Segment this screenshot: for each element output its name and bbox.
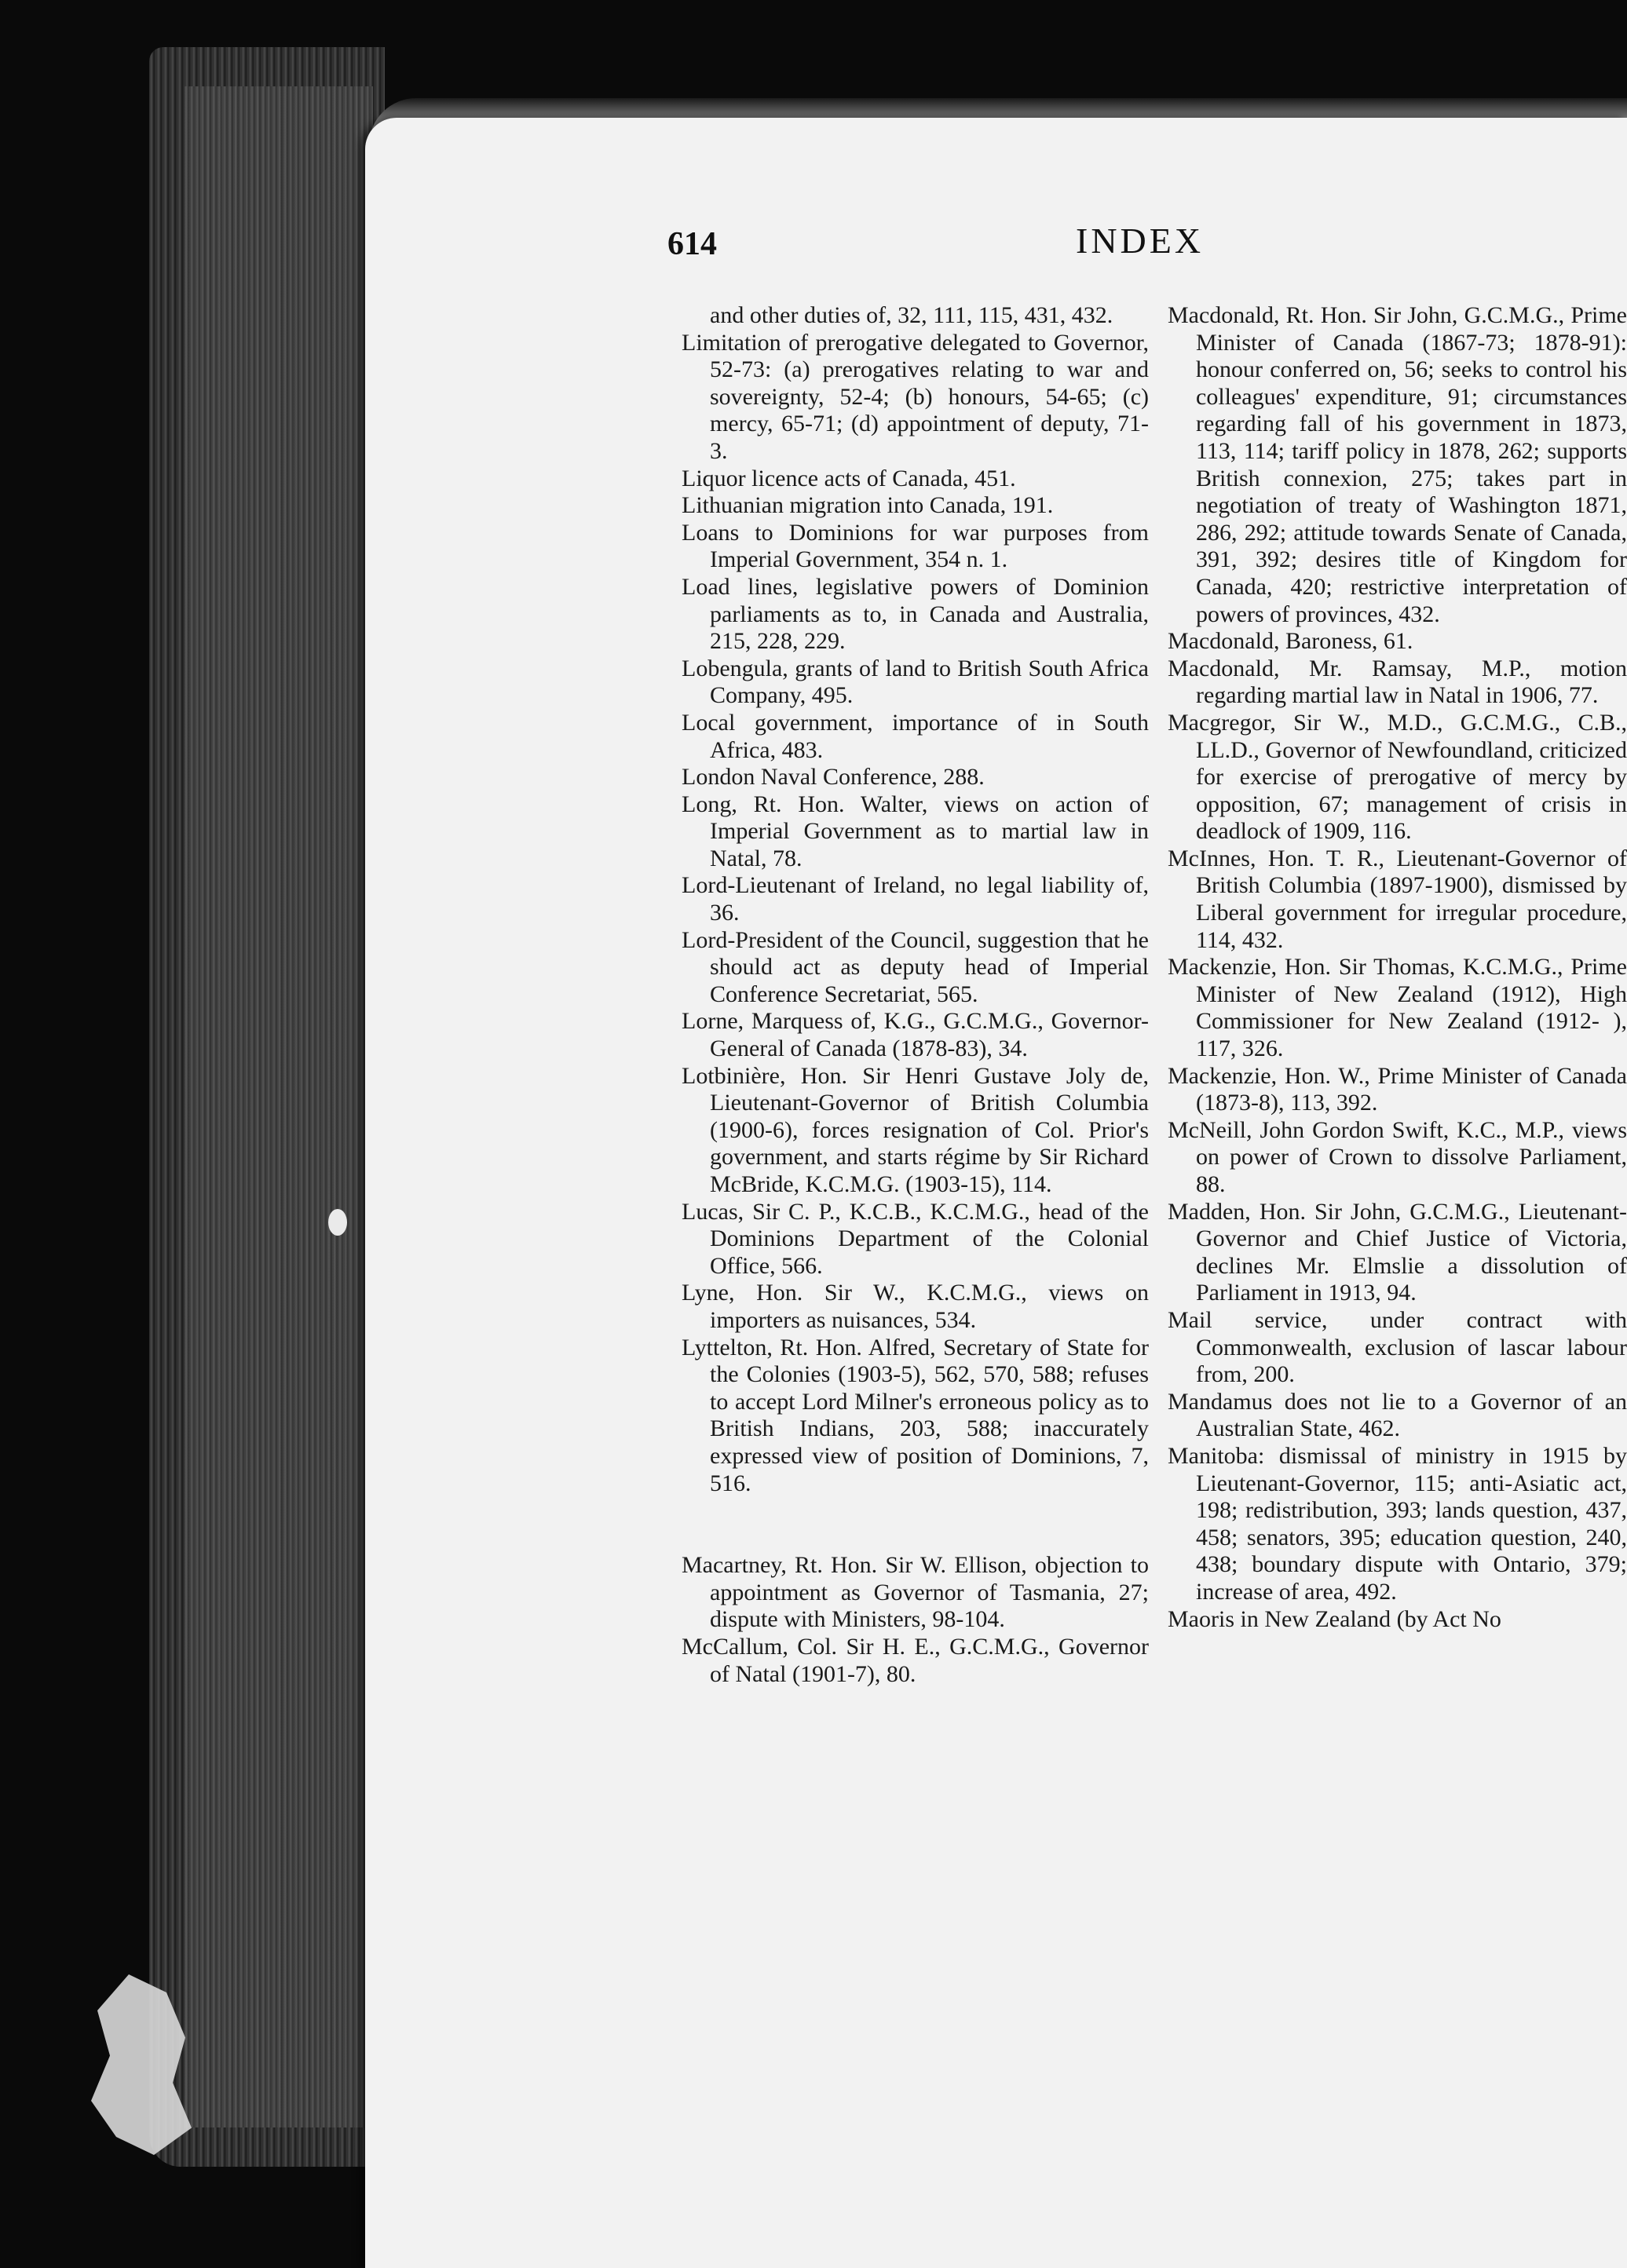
index-entry: London Naval Conference, 288. <box>682 764 985 791</box>
index-entry: Lobengula, grants of land to British South Africa Company, 495. <box>682 655 1149 709</box>
index-entry: Lord-President of the Council, suggestion that he should act as deputy head of Imperial Conference Secretariat, 565. <box>682 926 1149 1007</box>
index-entry: Madden, Hon. Sir John, G.C.M.G., Lieutenant-Governor and Chief Justice of Victoria, declines Mr. Elmslie a dissolution of Parliament in 1913, 94. <box>1168 1198 1627 1306</box>
index-entry: Loans to Dominions for war purposes from Imperial Government, 354 n. 1. <box>682 519 1149 573</box>
index-entry: Lithuanian migration into Canada, 191. <box>682 492 1054 519</box>
index-entry: Macartney, Rt. Hon. Sir W. Ellison, objection to appointment as Governor of Tasmania, 27; dispute with Ministers, 98-104. <box>682 1552 1149 1633</box>
page-title: INDEX <box>1076 221 1205 261</box>
book-page-edges-inner <box>185 86 373 2127</box>
index-entry: Manitoba: dismissal of ministry in 1915 by Lieutenant-Governor, 115; anti-Asiatic act, 198; redistribution, 393; lands question, 437, 458; senators, 395; education question, 240, 438; boundary dispute with Ontario, 379; increase of area, 492. <box>1168 1442 1627 1605</box>
section-gap <box>682 1497 1149 1552</box>
index-entry: Lyne, Hon. Sir W., K.C.M.G., views on importers as nuisances, 534. <box>682 1280 1149 1333</box>
index-entry: McCallum, Col. Sir H. E., G.C.M.G., Governor of Natal (1901-7), 80. <box>682 1633 1149 1687</box>
index-entry: McNeill, John Gordon Swift, K.C., M.P., views on power of Crown to dissolve Parliament, 88. <box>1168 1116 1627 1197</box>
index-entry: Mackenzie, Hon. W., Prime Minister of Canada (1873-8), 113, 392. <box>1168 1062 1627 1116</box>
index-entry: Lord-Lieutenant of Ireland, no legal liability of, 36. <box>682 872 1149 926</box>
index-entry: Macdonald, Baroness, 61. <box>1168 628 1413 655</box>
index-entry: Macgregor, Sir W., M.D., G.C.M.G., C.B., LL.D., Governor of Newfoundland, criticized for exercise of prerogative of mercy by opposition, 67; management of crisis in deadlock of 1909, 116. <box>1168 709 1627 845</box>
index-entry: Liquor licence acts of Canada, 451. <box>682 465 1016 491</box>
index-entry: and other duties of, 32, 111, 115, 431, 432. <box>710 302 1113 328</box>
index-entry: Lucas, Sir C. P., K.C.B., K.C.M.G., head of the Dominions Department of the Colonial Office, 566. <box>682 1198 1149 1279</box>
index-entry: Load lines, legislative powers of Dominion parliaments as to, in Canada and Australia, 215, 228, 229. <box>682 573 1149 655</box>
index-column-left <box>682 302 1149 1688</box>
index-entry: Limitation of prerogative delegated to Governor, 52-73: (a) prerogatives relating to war and sovereignty, 52-4; (b) honours, 54-65; (c) mercy, 65-71; (d) appointment of deputy, 71-3. <box>682 329 1149 464</box>
index-column-right <box>1168 302 1627 1633</box>
index-entry: McInnes, Hon. T. R., Lieutenant-Governor of British Columbia (1897-1900), dismissed by Liberal government for irregular procedure, 114, 432. <box>1168 845 1627 953</box>
index-entry: Lorne, Marquess of, K.G., G.C.M.G., Governor-General of Canada (1878-83), 34. <box>682 1008 1149 1062</box>
paper-spot <box>328 1209 347 1236</box>
index-entry: Mandamus does not lie to a Governor of an Australian State, 462. <box>1168 1388 1627 1442</box>
index-entry: Long, Rt. Hon. Walter, views on action of Imperial Government as to martial law in Natal, 78. <box>682 791 1149 871</box>
index-entry: Local government, importance of in South Africa, 483. <box>682 709 1149 763</box>
index-entry: Mackenzie, Hon. Sir Thomas, K.C.M.G., Prime Minister of New Zealand (1912), High Commissioner for New Zealand (1912- ), 117, 326. <box>1168 954 1627 1062</box>
index-entry: Mail service, under contract with Commonwealth, exclusion of lascar labour from, 200. <box>1168 1306 1627 1388</box>
index-entry: Lotbinière, Hon. Sir Henri Gustave Joly de, Lieutenant-Governor of British Columbia (1900-6), forces resignation of Col. Prior's government, and starts régime by Sir Richard McBride, K.C.M.G. (1903-15), 114. <box>682 1062 1149 1197</box>
index-entry: Macdonald, Mr. Ramsay, M.P., motion regarding martial law in Natal in 1906, 77. <box>1168 655 1627 709</box>
index-entry: Lyttelton, Rt. Hon. Alfred, Secretary of State for the Colonies (1903-5), 562, 570, 588; refuses to accept Lord Milner's erroneous policy as to British Indians, 203, 588; inaccurately expressed view of position of Dominions, 7, 516. <box>682 1334 1149 1496</box>
page-number: 614 <box>667 226 717 262</box>
index-entry: Macdonald, Rt. Hon. Sir John, G.C.M.G., Prime Minister of Canada (1867-73; 1878-91): honour conferred on, 56; seeks to control his colleagues' expenditure, 91; circumstances regarding fall of his government in 1873, 113, 114; tariff policy in 1878, 262; supports British connexion, 275; takes part in negotiation of treaty of Washington 1871, 286, 292; attitude towards Senate of Canada, 391, 392; desires title of Kingdom for Canada, 420; restrictive interpretation of powers of provinces, 432. <box>1168 302 1627 627</box>
index-entry: Maoris in New Zealand (by Act No <box>1168 1605 1501 1632</box>
